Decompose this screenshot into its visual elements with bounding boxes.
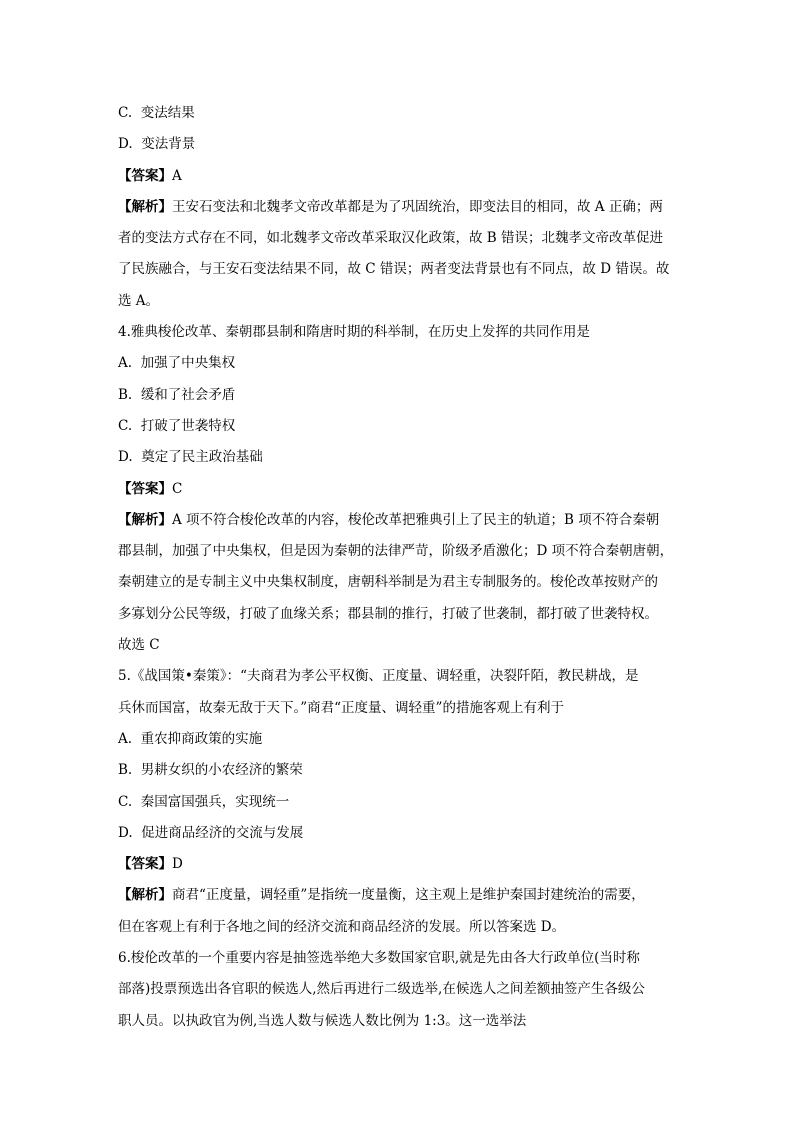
option-text: 秦国富国强兵，实现统一 bbox=[140, 793, 290, 810]
question-3-tail bbox=[118, 98, 678, 317]
answer-label: 【答案】 bbox=[118, 167, 172, 184]
analysis-label: 【解析】 bbox=[118, 887, 172, 904]
question-stem: 4.雅典梭伦改革、秦朝郡县制和隋唐时期的科举制，在历史上发挥的共同作用是 bbox=[118, 324, 590, 341]
option-text: 缓和了社会矛盾 bbox=[140, 386, 236, 403]
analysis-label: 【解析】 bbox=[118, 511, 172, 528]
option-a bbox=[118, 724, 678, 755]
question-6 bbox=[118, 943, 678, 1037]
answer-value: C bbox=[172, 480, 183, 497]
question-stem: 6.梭伦改革的一个重要内容是抽签选举绝大多数国家官职,就是先由各大行政单位(当时称 bbox=[118, 950, 640, 967]
answer-label: 【答案】 bbox=[118, 480, 172, 497]
option-b bbox=[118, 380, 678, 411]
question-stem: 兵休而国富，故秦无敌于天下。”商君“正度量、调轻重”的措施客观上有利于 bbox=[118, 699, 564, 716]
option-a bbox=[118, 348, 678, 379]
analysis-text: 商君“正度量，调轻重”是指统一度量衡，这主观上是维护秦国封建统治的需要， bbox=[172, 887, 645, 904]
option-text: 奠定了民主政治基础 bbox=[141, 449, 263, 466]
answer-value: A bbox=[172, 167, 182, 184]
analysis-text: A 项不符合梭伦改革的内容，梭伦改革把雅典引上了民主的轨道；B 项不符合秦朝 bbox=[172, 511, 660, 528]
option-text: 男耕女织的小农经济的繁荣 bbox=[140, 762, 303, 779]
analysis-line: 故选 C bbox=[118, 637, 160, 654]
option-letter: A. bbox=[118, 730, 133, 747]
answer-value: D bbox=[172, 856, 183, 873]
option-text: 促进商品经济的交流与发展 bbox=[141, 824, 304, 841]
analysis-text: 王安石变法和北魏孝文帝改革都是为了巩固统治，即变法目的相同，故 A 正确；两 bbox=[172, 198, 663, 215]
option-letter: B. bbox=[118, 762, 133, 779]
option-b bbox=[118, 755, 678, 786]
option-c bbox=[118, 98, 678, 129]
option-d bbox=[118, 442, 678, 473]
option-c bbox=[118, 411, 678, 442]
option-text: 加强了中央集权 bbox=[140, 355, 236, 372]
analysis-label: 【解析】 bbox=[118, 198, 172, 215]
analysis-line: 秦朝建立的是专制主义中央集权制度，唐朝科举制是为君主专制服务的。梭伦改革按财产的 bbox=[118, 574, 658, 591]
option-c bbox=[118, 787, 678, 818]
answer-line bbox=[118, 849, 678, 880]
option-letter: A. bbox=[118, 355, 133, 372]
analysis-line bbox=[118, 192, 678, 223]
analysis-line: 者的变法方式存在不同，如北魏孝文帝改革采取汉化政策，故 B 错误；北魏孝文帝改革促进 bbox=[118, 230, 664, 247]
option-text: 变法背景 bbox=[141, 136, 196, 153]
option-letter: C. bbox=[118, 105, 133, 121]
answer-line bbox=[118, 161, 678, 192]
option-letter: B. bbox=[118, 386, 133, 403]
option-d bbox=[118, 129, 678, 160]
question-stem: 5.《战国策•秦策》：“夫商君为孝公平权衡、正度量、调轻重，决裂阡陌，教民耕战，是 bbox=[118, 668, 639, 685]
analysis-line: 但在客观上有利于各地之间的经济交流和商品经济的发展。所以答案选 D。 bbox=[118, 918, 566, 935]
analysis-line bbox=[118, 505, 678, 536]
answer-line bbox=[118, 474, 678, 505]
option-letter: D. bbox=[118, 824, 133, 841]
question-stem: 部落)投票预选出各官职的候选人,然后再进行二级选举,在候选人之间差额抽签产生各级公 bbox=[118, 981, 645, 998]
analysis-line bbox=[118, 880, 678, 911]
option-letter: C. bbox=[118, 417, 133, 434]
option-letter: D. bbox=[118, 449, 133, 466]
analysis-line: 多寡划分公民等级，打破了血缘关系；郡县制的推行，打破了世袭制，都打破了世袭特权。 bbox=[118, 605, 658, 622]
option-letter: D. bbox=[118, 136, 133, 153]
analysis-line: 选 A。 bbox=[118, 292, 160, 309]
option-letter: C. bbox=[118, 793, 133, 810]
question-5 bbox=[118, 661, 678, 943]
question-stem: 职人员。以执政官为例,当选人数与候选人数比例为 1:3。这一选举法 bbox=[118, 1012, 527, 1029]
document-page bbox=[118, 98, 678, 1037]
option-d bbox=[118, 818, 678, 849]
analysis-line: 了民族融合，与王安石变法结果不同，故 C 错误；两者变法背景也有不同点，故 D 错误。故 bbox=[118, 261, 670, 278]
analysis-line: 郡县制，加强了中央集权，但是因为秦朝的法律严苛，阶级矛盾激化；D 项不符合秦朝唐朝， bbox=[118, 543, 674, 560]
option-text: 打破了世袭特权 bbox=[140, 417, 236, 434]
answer-label: 【答案】 bbox=[118, 856, 172, 873]
option-text: 变法结果 bbox=[140, 105, 195, 121]
option-text: 重农抑商政策的实施 bbox=[140, 730, 263, 747]
question-4 bbox=[118, 317, 678, 661]
